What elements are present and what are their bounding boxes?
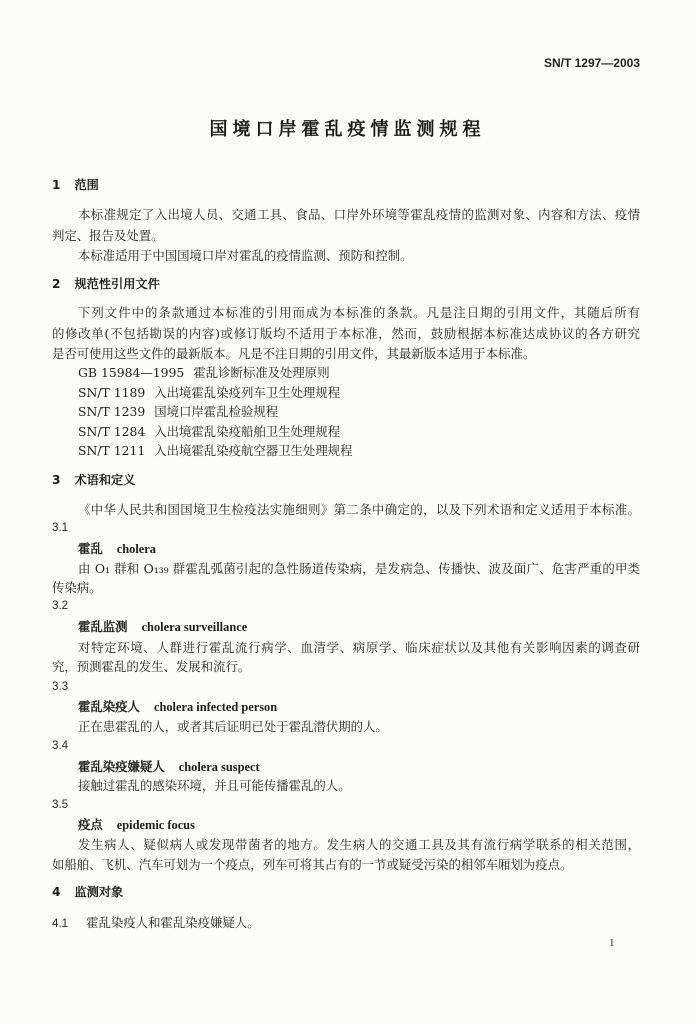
- term-number: 3.2: [52, 599, 69, 612]
- section-number: 3: [52, 473, 61, 487]
- term-heading: [78, 619, 640, 635]
- reference-item: [78, 443, 640, 459]
- term-definition-line: 由 O₁ 群和 O₁₃₉ 群霍乱弧菌引起的急性肠道传染病，是发病急、传播快、波及面广、危害严重的甲类: [78, 561, 640, 576]
- term-heading: [78, 541, 640, 557]
- section-title: 规范性引用文件: [74, 277, 160, 291]
- term-zh: 霍乱染疫人: [78, 699, 140, 714]
- reference-item: [78, 385, 640, 401]
- reference-code: SN/T 1211: [78, 443, 146, 458]
- section-title: 范围: [74, 178, 99, 192]
- term-en: epidemic focus: [116, 818, 195, 832]
- document-title: 国境口岸霍乱疫情监测规程: [209, 119, 486, 140]
- term-number: 3.5: [52, 798, 69, 811]
- term-definition-line: 接触过霍乱的感染环境，并且可能传播霍乱的人。: [78, 778, 351, 793]
- clause-item: [52, 915, 640, 932]
- term-en: cholera: [116, 542, 157, 556]
- reference-title: 入出境霍乱染疫航空器卫生处理规程: [154, 443, 353, 458]
- section-number: 2: [52, 277, 61, 291]
- page-number: 1: [609, 937, 615, 949]
- clause-number: 4.1: [52, 917, 69, 930]
- term-number: 3.1: [52, 521, 69, 534]
- reference-title: 霍乱诊断标准及处理原则: [193, 365, 330, 380]
- reference-item: [78, 424, 640, 440]
- reference-code: SN/T 1284: [78, 424, 146, 439]
- term-en: cholera surveillance: [141, 620, 248, 634]
- paragraph-line: 是否可使用这些文件的最新版本。凡是不注日期的引用文件，其最新版本适用于本标准。: [52, 346, 536, 361]
- paragraph-line: 《中华人民共和国国境卫生检疫法实施细则》第二条中确定的，以及下列术语和定义适用于本标准。: [78, 502, 640, 517]
- paragraph-line: 本标准适用于中国国境口岸对霍乱的疫情监测、预防和控制。: [78, 248, 413, 263]
- reference-title: 入出境霍乱染疫船舶卫生处理规程: [154, 424, 341, 439]
- standard-code: SN/T 1297—2003: [543, 56, 640, 70]
- paragraph-line: 的修改单(不包括勘误的内容)或修订版均不适用于本标准，然而，鼓励根据本标准达成协议的各方研究: [52, 326, 640, 341]
- reference-code: GB 15984—1995: [78, 365, 185, 380]
- term-zh: 疫点: [78, 817, 103, 832]
- section-heading-monitoring-objects: [52, 884, 640, 900]
- term-definition-line: 如船舶、飞机、汽车可划为一个疫点，列车可将其占有的一节或疑受污染的相邻车厢划为疫点。: [52, 857, 573, 872]
- term-heading: [78, 817, 640, 833]
- clause-text: 霍乱染疫人和霍乱染疫嫌疑人。: [86, 915, 260, 930]
- section-number: 1: [52, 178, 61, 192]
- section-heading-scope: [52, 177, 640, 193]
- term-en: cholera suspect: [178, 760, 260, 774]
- term-definition-line: 究，预测霍乱的发生、发展和流行。: [52, 659, 251, 674]
- reference-title: 入出境霍乱染疫列车卫生处理规程: [154, 385, 341, 400]
- paragraph-line: 判定、报告及处置。: [52, 228, 164, 243]
- section-heading-terms: [52, 472, 640, 488]
- term-heading: [78, 699, 640, 715]
- term-number: 3.3: [52, 680, 69, 693]
- section-title: 术语和定义: [74, 473, 136, 487]
- reference-code: SN/T 1189: [78, 385, 146, 400]
- term-heading: [78, 759, 640, 775]
- reference-item: [78, 404, 640, 420]
- term-definition-line: 发生病人、疑似病人或发现带菌者的地方。发生病人的交通工具及其有流行病学联系的相关范围，: [78, 837, 640, 852]
- reference-code: SN/T 1239: [78, 404, 146, 419]
- section-title: 监测对象: [74, 885, 124, 899]
- section-heading-normative-references: [52, 276, 640, 292]
- term-en: cholera infected person: [153, 700, 278, 714]
- term-zh: 霍乱染疫嫌疑人: [78, 759, 165, 774]
- paragraph-line: 下列文件中的条款通过本标准的引用而成为本标准的条款。凡是注日期的引用文件，其随后所有: [78, 305, 640, 320]
- term-zh: 霍乱监测: [78, 619, 128, 634]
- term-number: 3.4: [52, 739, 69, 752]
- paragraph-line: 本标准规定了入出境人员、交通工具、食品、口岸外环境等霍乱疫情的监测对象、内容和方法、疫情: [78, 207, 640, 222]
- term-definition-line: 对特定环境、人群进行霍乱流行病学、血清学、病原学、临床症状以及其他有关影响因素的调查研: [78, 640, 640, 655]
- term-zh: 霍乱: [78, 541, 103, 556]
- term-definition-line: 正在患霍乱的人，或者其后证明已处于霍乱潜伏期的人。: [78, 719, 388, 734]
- reference-title: 国境口岸霍乱检验规程: [154, 404, 279, 419]
- section-number: 4: [52, 885, 61, 899]
- term-definition-line: 传染病。: [52, 580, 102, 595]
- reference-item: [78, 365, 640, 381]
